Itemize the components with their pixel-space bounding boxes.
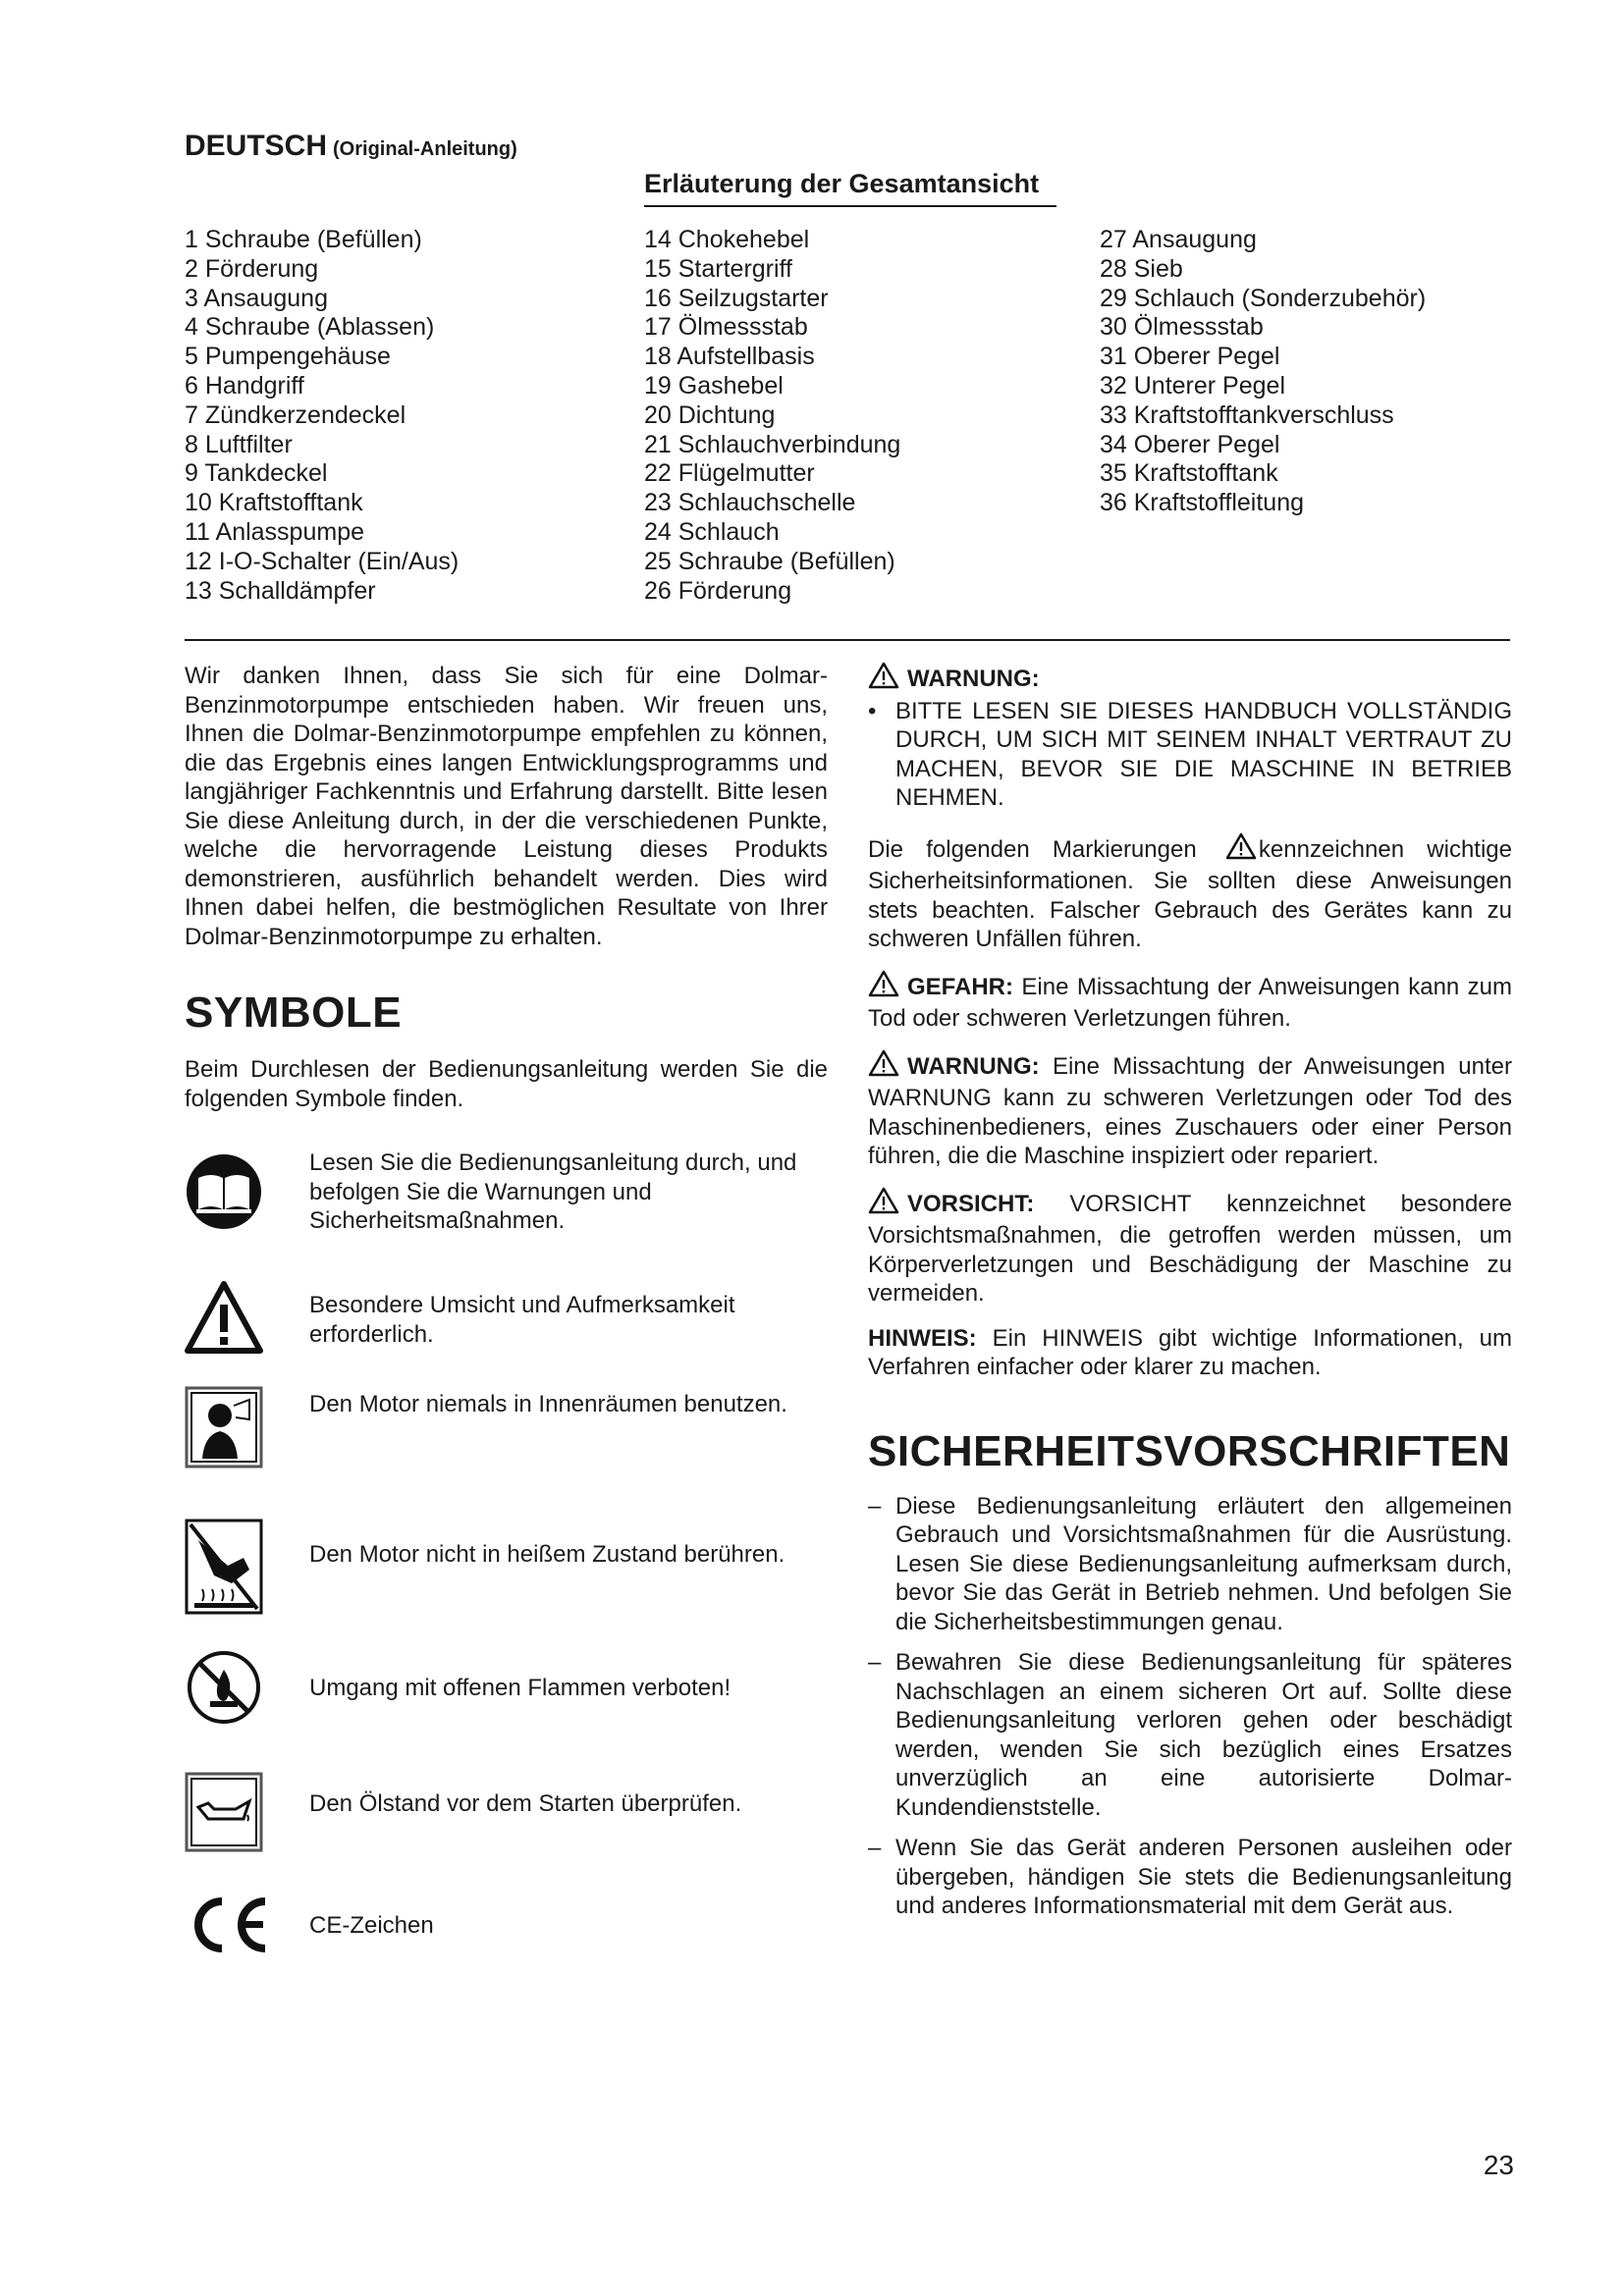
list-item: – Diese Bedienungsanleitung erläutert den allgemeinen Gebrauch und Vorsichtsmaßnahmen für die Ausrüstung. Lesen Sie diese Bedienungsanleitung aufmerksam durch, bevor Sie das Gerät in Betrieb nehmen. Und befolgen Sie die Sicherheitsbestimmungen genau. xyxy=(868,1492,1512,1635)
parts-list-item: 35 Kraftstofftank xyxy=(1100,459,1278,488)
left-column xyxy=(185,662,828,1962)
parts-list-item: 27 Ansaugung xyxy=(1100,226,1257,253)
language-note: (Original-Anleitung) xyxy=(333,138,517,160)
symbols-heading: SYMBOLE xyxy=(185,988,403,1037)
list-item: • BITTE LESEN SIE DIESES HANDBUCH VOLLSTÄNDIG DURCH, UM SICH MIT SEINEM INHALT VERTRAUT ZU MACHEN, BEVOR SIE DIE MASCHINE IN BETRIEB NEHMEN. xyxy=(868,697,1512,811)
manual-book-icon xyxy=(185,1152,263,1236)
parts-list-item: 19 Gashebel xyxy=(644,371,784,400)
parts-list-item: 34 Oberer Pegel xyxy=(1100,430,1280,458)
hinweis-paragraph xyxy=(868,1324,1512,1382)
parts-list-item: 17 Ölmessstab xyxy=(644,313,808,342)
warning-triangle-icon xyxy=(1225,832,1257,868)
parts-list-item: 2 Förderung xyxy=(185,254,319,283)
no-indoor-use-icon xyxy=(185,1386,263,1473)
symbol-text: Den Motor niemals in Innenräumen benutzen. xyxy=(309,1391,787,1417)
vorsicht-label: VORSICHT: xyxy=(907,1190,1035,1217)
warnung-bullet-list xyxy=(868,697,1512,813)
parts-list-item: 4 Schraube (Ablassen) xyxy=(185,313,435,342)
parts-list-item: 10 Kraftstofftank xyxy=(185,489,363,517)
markings-paragraph xyxy=(868,832,1512,954)
symbol-row-ce xyxy=(185,1894,828,1962)
parts-list-item: 9 Tankdeckel xyxy=(185,459,328,488)
parts-list-item: 6 Handgriff xyxy=(185,371,304,400)
parts-list-item: 7 Zündkerzendeckel xyxy=(185,400,406,429)
parts-list-item: 20 Dichtung xyxy=(644,400,776,429)
warning-triangle-icon xyxy=(868,1049,899,1085)
symbol-text: Den Motor nicht in heißem Zustand berühren. xyxy=(309,1541,785,1568)
parts-list-item: 13 Schalldämpfer xyxy=(185,576,376,605)
parts-list-item: 36 Kraftstoffleitung xyxy=(1100,489,1305,517)
warnung-label: WARNUNG: xyxy=(907,666,1040,692)
symbol-text: Umgang mit offenen Flammen verboten! xyxy=(309,1675,731,1701)
parts-list-item: 15 Startergriff xyxy=(644,254,793,283)
oil-level-icon xyxy=(185,1772,263,1857)
list-item: – Wenn Sie das Gerät anderen Personen ausleihen oder übergeben, händigen Sie stets die Bedienungsanleitung und anderes Informationsmaterial mit dem Gerät aus. xyxy=(868,1835,1512,1919)
parts-list-item: 16 Seilzugstarter xyxy=(644,284,829,312)
parts-list-item: 23 Schlauchschelle xyxy=(644,489,856,517)
symbol-text: Den Ölstand vor dem Starten überprüfen. xyxy=(309,1790,742,1817)
hot-surface-icon xyxy=(185,1519,263,1620)
warning-triangle-icon xyxy=(185,1281,263,1359)
symbol-row-oil xyxy=(185,1766,828,1894)
symbol-text: CE-Zeichen xyxy=(309,1912,434,1939)
language-label: DEUTSCH xyxy=(185,130,328,162)
warning-triangle-icon xyxy=(868,970,899,1005)
symbol-row-indoor xyxy=(185,1391,828,1521)
markings-text-after: kennzeichnen wichtige Sicherheitsinformationen. Sie sollten diese Anweisungen stets beachten. Falscher Gebrauch des Gerätes kann zu schweren Unfällen führen. xyxy=(868,835,1512,952)
symbol-row-hot xyxy=(185,1521,828,1648)
parts-list-item: 30 Ölmessstab xyxy=(1100,313,1264,342)
parts-list-item: 22 Flügelmutter xyxy=(644,459,815,488)
warning-heading xyxy=(868,662,1512,697)
warning-triangle-icon xyxy=(868,662,899,697)
safety-item-text: Diese Bedienungsanleitung erläutert den allgemeinen Gebrauch und Vorsichtsmaßnahmen für die Ausrüstung. Lesen Sie diese Bedienungsanleitung aufmerksam durch, bevor Sie das Gerät in Betrieb nehmen. Und befolgen Sie die Sicherheitsbestimmungen genau. xyxy=(895,1492,1512,1635)
hinweis-text: Ein HINWEIS gibt wichtige Informationen, um Verfahren einfacher oder klarer zu machen. xyxy=(868,1324,1512,1380)
page-number: 23 xyxy=(1483,2150,1514,2180)
safety-list xyxy=(868,1492,1512,1921)
symbol-row-manual xyxy=(185,1149,828,1285)
language-title xyxy=(185,130,517,163)
warnung2-text: Eine Missachtung der Anweisungen unter WARNUNG kann zu schweren Verletzungen oder Tod des Maschinenbedieners, eines Zuschauers oder einer Person führen, die die Maschine inspiziert oder repariert. xyxy=(868,1052,1512,1169)
parts-list-item: 18 Aufstellbasis xyxy=(644,343,815,371)
parts-list-item: 11 Anlasspumpe xyxy=(185,517,364,546)
right-column xyxy=(868,662,1512,1921)
parts-list-item: 3 Ansaugung xyxy=(185,284,328,312)
parts-list-item: 29 Schlauch (Sonderzubehör) xyxy=(1100,284,1427,312)
parts-list-item: 5 Pumpengehäuse xyxy=(185,343,391,371)
warnung-bullet-text: BITTE LESEN SIE DIESES HANDBUCH VOLLSTÄNDIG DURCH, UM SICH MIT SEINEM INHALT VERTRAUT ZU MACHEN, BEVOR SIE DIE MASCHINE IN BETRIEB NEHMEN. xyxy=(895,697,1512,811)
parts-list-item: 14 Chokehebel xyxy=(644,226,810,253)
parts-list-item: 21 Schlauchverbindung xyxy=(644,430,901,458)
safety-item-text: Bewahren Sie diese Bedienungsanleitung für späteres Nachschlagen an einem sicheren Ort auf. Sollte diese Bedienungsanleitung verloren gehen oder beschädigt werden, wenden Sie sich bezüglich eines Ersatzes unverzüglich an eine autorisierte Dolmar-Kundendienststelle. xyxy=(895,1649,1512,1821)
section-divider xyxy=(185,639,1510,641)
safety-heading: SICHERHEITSVORSCHRIFTEN xyxy=(868,1426,1511,1475)
symbol-row-flame xyxy=(185,1648,828,1766)
gefahr-text: Eine Missachtung der Anweisungen kann zum Tod oder schweren Verletzungen führen. xyxy=(868,973,1512,1032)
symbol-text: Besondere Umsicht und Aufmerksamkeit erforderlich. xyxy=(309,1292,735,1348)
parts-list-column-1 xyxy=(185,226,459,606)
list-item: – Bewahren Sie diese Bedienungsanleitung für späteres Nachschlagen an einem sicheren Ort auf. Sollte diese Bedienungsanleitung verloren gehen oder beschädigt werden, wenden Sie sich bezüglich eines Ersatzes unverzüglich an eine autorisierte Dolmar-Kundendienststelle. xyxy=(868,1649,1512,1821)
parts-list-item: 33 Kraftstofftankverschluss xyxy=(1100,400,1394,429)
symbol-row-warning xyxy=(185,1285,828,1398)
warnung2-label: WARNUNG: xyxy=(907,1052,1040,1080)
parts-list-item: 26 Förderung xyxy=(644,576,792,605)
symbol-text: Lesen Sie die Bedienungsanleitung durch, und befolgen Sie die Warnungen und Sicherheitsmaßnahmen. xyxy=(309,1149,797,1234)
vorsicht-text: VORSICHT kennzeichnet besondere Vorsichtsmaßnahmen, die getroffen werden müssen, um Körperverletzungen und Beschädigung der Maschine zu vermeiden. xyxy=(868,1190,1512,1307)
symbols-intro: Beim Durchlesen der Bedienungsanleitung werden Sie die folgenden Symbole finden. xyxy=(185,1056,828,1112)
hinweis-label: HINWEIS: xyxy=(868,1324,977,1352)
parts-list-item: 25 Schraube (Befüllen) xyxy=(644,547,895,575)
parts-list-item: 1 Schraube (Befüllen) xyxy=(185,226,422,253)
parts-heading: Erläuterung der Gesamtansicht xyxy=(644,169,1056,207)
vorsicht-paragraph xyxy=(868,1187,1512,1308)
parts-list-item: 8 Luftfilter xyxy=(185,430,293,458)
markings-text-before: Die folgenden Markierungen xyxy=(868,835,1197,863)
intro-paragraph: Wir danken Ihnen, dass Sie sich für eine Dolmar-Benzinmotorpumpe entschieden haben. Wir freuen uns, Ihnen die Dolmar-Benzinmotorpumpe empfehlen zu können, die das Ergebnis eines langen Entwicklungsprogramms und langjähriger Fachkenntnis und Erfahrung darstellt. Bitte lesen Sie diese Anleitung durch, in der die verschiedenen Punkte, welche die hervorragende Leistung dieses Produkts demonstrieren, ausführlich behandelt werden. Dies wird Ihnen dabei helfen, die bestmöglichen Resultate von Ihrer Dolmar-Benzinmotorpumpe zu erhalten. xyxy=(185,663,828,950)
parts-list-column-2 xyxy=(644,226,900,606)
parts-list-item: 32 Unterer Pegel xyxy=(1100,371,1286,400)
warnung-paragraph xyxy=(868,1049,1512,1171)
gefahr-label: GEFAHR: xyxy=(907,973,1013,1000)
parts-list-item: 28 Sieb xyxy=(1100,254,1183,283)
parts-list-item: 12 I-O-Schalter (Ein/Aus) xyxy=(185,547,460,575)
parts-list-item: 31 Oberer Pegel xyxy=(1100,343,1280,371)
ce-mark-icon xyxy=(185,1894,273,1961)
gefahr-paragraph xyxy=(868,970,1512,1034)
parts-list-column-3 xyxy=(1100,226,1426,518)
parts-list-item: 24 Schlauch xyxy=(644,517,780,546)
warning-triangle-icon xyxy=(868,1187,899,1222)
no-open-flame-icon xyxy=(185,1648,263,1732)
safety-item-text: Wenn Sie das Gerät anderen Personen ausleihen oder übergeben, händigen Sie stets die Bedienungsanleitung und anderes Informationsmaterial mit dem Gerät aus. xyxy=(895,1835,1512,1919)
